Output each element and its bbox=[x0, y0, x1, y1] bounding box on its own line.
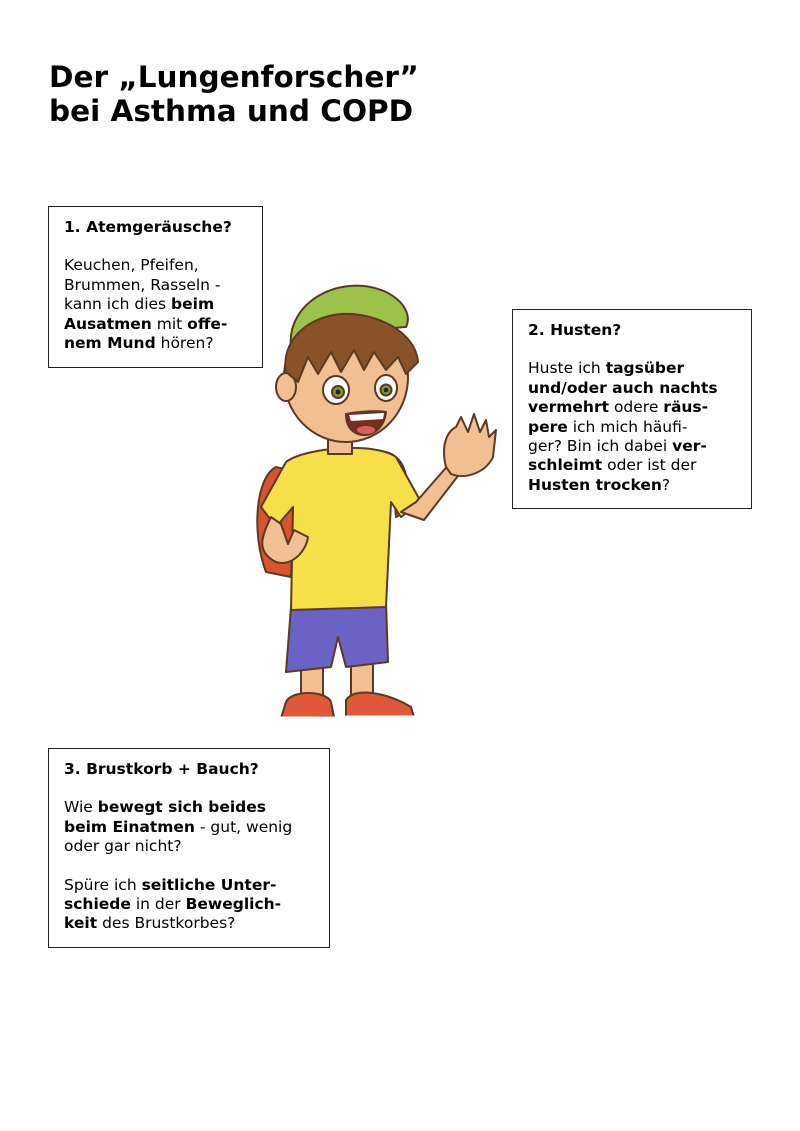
emphasis: schleimt bbox=[528, 456, 603, 475]
emphasis: pere bbox=[528, 417, 568, 436]
text-line: Ausatmen mit offe- bbox=[64, 314, 228, 333]
text-line: Keuchen, Pfeifen, bbox=[64, 256, 199, 275]
emphasis: und/oder auch nachts bbox=[528, 378, 718, 397]
box-text bbox=[64, 798, 314, 856]
text-line: schleimt oder ist der bbox=[528, 456, 697, 475]
emphasis: offe- bbox=[187, 314, 228, 333]
emphasis: nem Mund bbox=[64, 334, 156, 353]
box-heading: 2. Husten? bbox=[528, 321, 622, 339]
emphasis: Beweglich- bbox=[185, 895, 282, 914]
title-line-2: bei Asthma und COPD bbox=[49, 94, 414, 128]
text-line: keit des Brustkorbes? bbox=[64, 914, 236, 933]
text-line: Brummen, Rasseln - bbox=[64, 275, 221, 294]
emphasis: bewegt sich beides bbox=[97, 798, 267, 817]
question-box-breath-sounds bbox=[48, 206, 263, 368]
emphasis: beim Einatmen bbox=[64, 817, 195, 836]
right-shoe bbox=[346, 693, 414, 717]
emphasis: beim bbox=[171, 295, 215, 314]
text-line: ger? Bin ich dabei ver- bbox=[528, 437, 707, 456]
shorts bbox=[286, 602, 388, 672]
left-shoe bbox=[281, 693, 334, 718]
emphasis: seitliche Unter- bbox=[141, 875, 277, 894]
box-heading: 1. Atemgeräusche? bbox=[64, 218, 232, 236]
text-line: beim Einatmen - gut, wenig bbox=[64, 817, 293, 836]
text-line bbox=[528, 379, 736, 398]
text-line: kann ich dies beim bbox=[64, 295, 215, 314]
text-line: nem Mund hören? bbox=[64, 334, 214, 353]
emphasis: ver- bbox=[672, 437, 707, 456]
text-line: oder gar nicht? bbox=[64, 837, 182, 856]
emphasis: Ausatmen bbox=[64, 314, 152, 333]
emphasis: tagsüber bbox=[605, 359, 685, 378]
text-line: Wie bewegt sich beides bbox=[64, 798, 267, 817]
emphasis: schiede bbox=[64, 895, 131, 914]
text-line: pere ich mich häufi- bbox=[528, 417, 688, 436]
emphasis: Husten trocken bbox=[528, 475, 662, 494]
waving-hand bbox=[444, 414, 496, 476]
emphasis: räus- bbox=[663, 398, 709, 417]
text-line: schiede in der Beweglich- bbox=[64, 895, 282, 914]
box-text bbox=[64, 256, 247, 353]
question-box-cough bbox=[512, 309, 752, 509]
text-line: vermehrt odere räus- bbox=[528, 398, 709, 417]
waving-boy-illustration bbox=[246, 262, 506, 732]
text-line: Spüre ich seitliche Unter- bbox=[64, 875, 277, 894]
box-text bbox=[64, 876, 314, 934]
page-title bbox=[49, 60, 419, 128]
title-line-1: Der „Lungenforscher” bbox=[49, 60, 419, 94]
emphasis: keit bbox=[64, 914, 98, 933]
text-line: Huste ich tagsüber bbox=[528, 359, 685, 378]
text-line: Husten trocken? bbox=[528, 475, 671, 494]
question-box-chest-belly bbox=[48, 748, 330, 948]
box-heading: 3. Brustkorb + Bauch? bbox=[64, 760, 259, 778]
emphasis: vermehrt bbox=[528, 398, 610, 417]
box-text bbox=[528, 359, 736, 495]
